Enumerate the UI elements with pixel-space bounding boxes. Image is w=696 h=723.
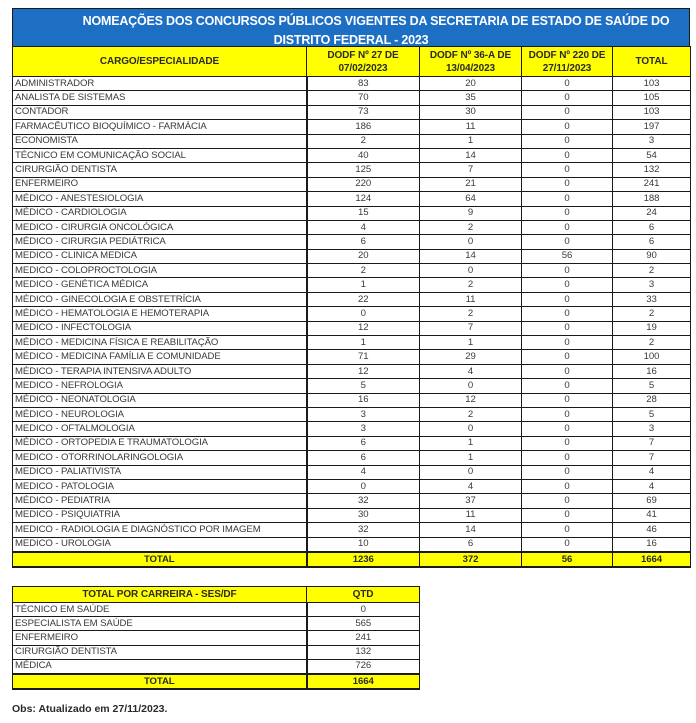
cell-dodf-27: 73 (307, 105, 420, 119)
cell-total: 5 (613, 407, 691, 421)
cell-dodf-27: 220 (307, 177, 420, 191)
cell-dodf-27: 70 (307, 91, 420, 105)
cell-total: 7 (613, 451, 691, 465)
cell-dodf-220: 0 (522, 235, 613, 249)
cell-dodf-36a: 1 (420, 336, 522, 350)
cell-total: 69 (613, 494, 691, 508)
career-row (13, 659, 420, 674)
cell-dodf-27: 5 (307, 379, 420, 393)
cell-dodf-27: 40 (307, 148, 420, 162)
cell-dodf-220: 0 (522, 321, 613, 335)
cell-cargo: MEDICO - RADIOLOGIA E DIAGNÓSTICO POR IMAGEM (13, 523, 307, 537)
cell-dodf-27: 2 (307, 134, 420, 148)
appointments-table-body (13, 77, 691, 552)
career-header-qtd: QTD (307, 587, 420, 603)
table-row (13, 148, 691, 162)
cell-dodf-36a: 2 (420, 278, 522, 292)
cell-total: 6 (613, 235, 691, 249)
cell-cargo: MÉDICO - HEMATOLOGIA E HEMOTERAPIA (13, 307, 307, 321)
cell-total: 2 (613, 307, 691, 321)
cell-dodf-36a: 11 (420, 508, 522, 522)
cell-dodf-36a: 1 (420, 134, 522, 148)
table-row (13, 91, 691, 105)
cell-dodf-220: 0 (522, 537, 613, 552)
cell-total: 105 (613, 91, 691, 105)
cell-cargo: MEDICO - PALIATIVISTA (13, 465, 307, 479)
career-row (13, 617, 420, 631)
cell-cargo: MÉDICO - MEDICINA FAMÍLIA E COMUNIDADE (13, 350, 307, 364)
cell-dodf-27: 0 (307, 307, 420, 321)
total-grand: 1664 (613, 552, 691, 567)
cell-cargo: FARMACÊUTICO BIOQUÍMICO - FARMÁCIA (13, 120, 307, 134)
cell-dodf-220: 0 (522, 77, 613, 91)
cell-dodf-36a: 0 (420, 465, 522, 479)
cell-carreira: ENFERMEIRO (13, 631, 307, 645)
cell-dodf-220: 0 (522, 479, 613, 493)
table-row (13, 350, 691, 364)
table-row (13, 479, 691, 493)
cell-total: 7 (613, 436, 691, 450)
cell-dodf-220: 0 (522, 407, 613, 421)
cell-total: 4 (613, 465, 691, 479)
cell-dodf-36a: 7 (420, 163, 522, 177)
cell-dodf-27: 83 (307, 77, 420, 91)
table-row (13, 120, 691, 134)
cell-cargo: MEDICO - PATOLOGIA (13, 479, 307, 493)
cell-cargo: MEDICO - CLINICA MEDICA (13, 249, 307, 263)
career-total-row (13, 674, 420, 689)
cell-dodf-36a: 20 (420, 77, 522, 91)
career-row (13, 603, 420, 617)
table-row (13, 134, 691, 148)
cell-dodf-36a: 14 (420, 249, 522, 263)
cell-dodf-220: 0 (522, 163, 613, 177)
cell-dodf-27: 3 (307, 407, 420, 421)
career-total-label: TOTAL (13, 674, 307, 689)
cell-cargo: MÉDICO - MEDICINA FÍSICA E REABILITAÇÃO (13, 336, 307, 350)
cell-dodf-36a: 1 (420, 451, 522, 465)
table-row (13, 278, 691, 292)
cell-dodf-27: 71 (307, 350, 420, 364)
table-row (13, 436, 691, 450)
cell-dodf-220: 0 (522, 206, 613, 220)
header-dodf-27: DODF Nº 27 DE 07/02/2023 (307, 47, 420, 77)
cell-dodf-220: 0 (522, 465, 613, 479)
cell-dodf-220: 0 (522, 264, 613, 278)
cell-dodf-220: 0 (522, 336, 613, 350)
cell-dodf-27: 2 (307, 264, 420, 278)
table-row (13, 105, 691, 119)
cell-cargo: ECONOMISTA (13, 134, 307, 148)
cell-total: 19 (613, 321, 691, 335)
table-row (13, 321, 691, 335)
cell-total: 197 (613, 120, 691, 134)
table-row (13, 336, 691, 350)
cell-dodf-36a: 2 (420, 220, 522, 234)
cell-dodf-27: 6 (307, 436, 420, 450)
table-total-row (13, 552, 691, 567)
header-total: TOTAL (613, 47, 691, 77)
cell-dodf-36a: 0 (420, 422, 522, 436)
cell-dodf-36a: 0 (420, 379, 522, 393)
cell-dodf-27: 125 (307, 163, 420, 177)
career-table-container (12, 586, 420, 690)
cell-dodf-27: 32 (307, 494, 420, 508)
table-row (13, 451, 691, 465)
table-row (13, 494, 691, 508)
cell-dodf-36a: 12 (420, 393, 522, 407)
cell-dodf-36a: 1 (420, 436, 522, 450)
cell-total: 54 (613, 148, 691, 162)
cell-dodf-36a: 21 (420, 177, 522, 191)
cell-total: 41 (613, 508, 691, 522)
cell-total: 103 (613, 77, 691, 91)
cell-dodf-220: 0 (522, 451, 613, 465)
cell-dodf-27: 1 (307, 278, 420, 292)
cell-dodf-36a: 2 (420, 307, 522, 321)
cell-cargo: MÉDICO - CIRURGIA PEDIÁTRICA (13, 235, 307, 249)
cell-dodf-36a: 2 (420, 407, 522, 421)
cell-total: 241 (613, 177, 691, 191)
table-row (13, 206, 691, 220)
cell-dodf-27: 1 (307, 336, 420, 350)
cell-total: 3 (613, 278, 691, 292)
cell-total: 33 (613, 292, 691, 306)
cell-dodf-220: 0 (522, 134, 613, 148)
cell-cargo: ENFERMEIRO (13, 177, 307, 191)
table-row (13, 422, 691, 436)
cell-dodf-27: 30 (307, 508, 420, 522)
cell-dodf-36a: 0 (420, 264, 522, 278)
cell-dodf-36a: 11 (420, 120, 522, 134)
cell-dodf-27: 12 (307, 321, 420, 335)
cell-dodf-27: 22 (307, 292, 420, 306)
cell-dodf-36a: 37 (420, 494, 522, 508)
table-row (13, 379, 691, 393)
cell-dodf-27: 4 (307, 465, 420, 479)
table-row (13, 163, 691, 177)
cell-total: 2 (613, 264, 691, 278)
total-dodf-220: 56 (522, 552, 613, 567)
cell-total: 188 (613, 192, 691, 206)
table-row (13, 508, 691, 522)
cell-cargo: MEDICO - PSIQUIATRIA (13, 508, 307, 522)
cell-dodf-36a: 29 (420, 350, 522, 364)
cell-cargo: MEDICO - CIRURGIA ONCOLÓGICA (13, 220, 307, 234)
cell-carreira: MÉDICA (13, 659, 307, 674)
cell-qtd: 0 (307, 603, 420, 617)
cell-total: 2 (613, 336, 691, 350)
cell-cargo: MEDICO - INFECTOLOGIA (13, 321, 307, 335)
table-row (13, 235, 691, 249)
cell-dodf-27: 20 (307, 249, 420, 263)
cell-dodf-220: 0 (522, 148, 613, 162)
cell-cargo: MEDICO - OFTALMOLOGIA (13, 422, 307, 436)
cell-cargo: ADMINISTRADOR (13, 77, 307, 91)
cell-dodf-36a: 14 (420, 148, 522, 162)
table-title (12, 8, 690, 46)
cell-dodf-220: 0 (522, 292, 613, 306)
career-total-qtd: 1664 (307, 674, 420, 689)
cell-dodf-220: 56 (522, 249, 613, 263)
cell-cargo: MEDICO - GENÉTICA MÉDICA (13, 278, 307, 292)
header-cargo: CARGO/ESPECIALIDADE (13, 47, 307, 77)
table-title-line-1: NOMEAÇÕES DOS CONCURSOS PÚBLICOS VIGENTES DA SECRETARIA DE ESTADO DE SAÚDE DO (82, 14, 670, 28)
cell-dodf-27: 6 (307, 235, 420, 249)
cell-cargo: MÉDICO - ORTOPEDIA E TRAUMATOLOGIA (13, 436, 307, 450)
cell-dodf-220: 0 (522, 494, 613, 508)
cell-dodf-220: 0 (522, 105, 613, 119)
cell-total: 28 (613, 393, 691, 407)
career-table-body (13, 603, 420, 674)
cell-total: 90 (613, 249, 691, 263)
table-row (13, 177, 691, 191)
header-dodf-220: DODF Nº 220 DE 27/11/2023 (522, 47, 613, 77)
cell-cargo: MÉDICO - CARDIOLOGIA (13, 206, 307, 220)
cell-cargo: TÉCNICO EM COMUNICAÇÃO SOCIAL (13, 148, 307, 162)
cell-dodf-220: 0 (522, 422, 613, 436)
cell-dodf-27: 6 (307, 451, 420, 465)
cell-dodf-27: 124 (307, 192, 420, 206)
cell-dodf-220: 0 (522, 278, 613, 292)
table-row (13, 537, 691, 552)
table-row (13, 364, 691, 378)
cell-dodf-220: 0 (522, 393, 613, 407)
career-row (13, 645, 420, 659)
cell-dodf-36a: 9 (420, 206, 522, 220)
cell-cargo: MÉDICO - NEONATOLOGIA (13, 393, 307, 407)
cell-qtd: 132 (307, 645, 420, 659)
cell-carreira: CIRURGIÃO DENTISTA (13, 645, 307, 659)
cell-dodf-27: 186 (307, 120, 420, 134)
cell-dodf-27: 32 (307, 523, 420, 537)
cell-dodf-220: 0 (522, 379, 613, 393)
cell-total: 3 (613, 134, 691, 148)
table-row (13, 192, 691, 206)
table-row (13, 249, 691, 263)
career-header-carreira: TOTAL POR CARREIRA - SES/DF (13, 587, 307, 603)
cell-cargo: MÉDICO - PEDIATRIA (13, 494, 307, 508)
cell-dodf-36a: 7 (420, 321, 522, 335)
cell-cargo: CIRURGIÃO DENTISTA (13, 163, 307, 177)
table-header-row (13, 47, 691, 77)
cell-total: 16 (613, 537, 691, 552)
cell-dodf-220: 0 (522, 177, 613, 191)
cell-dodf-36a: 14 (420, 523, 522, 537)
cell-cargo: MEDICO - COLOPROCTOLOGIA (13, 264, 307, 278)
update-note: Obs: Atualizado em 27/11/2023. (12, 703, 168, 715)
cell-dodf-36a: 11 (420, 292, 522, 306)
cell-dodf-27: 15 (307, 206, 420, 220)
cell-dodf-220: 0 (522, 508, 613, 522)
total-dodf-27: 1236 (307, 552, 420, 567)
table-row (13, 77, 691, 91)
cell-total: 24 (613, 206, 691, 220)
cell-dodf-36a: 6 (420, 537, 522, 552)
cell-dodf-220: 0 (522, 120, 613, 134)
cell-dodf-36a: 4 (420, 364, 522, 378)
cell-carreira: TÉCNICO EM SAÚDE (13, 603, 307, 617)
cell-dodf-27: 3 (307, 422, 420, 436)
career-header-row (13, 587, 420, 603)
table-row (13, 292, 691, 306)
cell-total: 100 (613, 350, 691, 364)
appointments-table (12, 46, 691, 568)
header-dodf-36a: DODF Nº 36-A DE 13/04/2023 (420, 47, 522, 77)
table-title-line-2: DISTRITO FEDERAL - 2023 (273, 33, 429, 47)
table-row (13, 523, 691, 537)
cell-cargo: CONTADOR (13, 105, 307, 119)
cell-total: 103 (613, 105, 691, 119)
cell-dodf-220: 0 (522, 192, 613, 206)
cell-dodf-220: 0 (522, 364, 613, 378)
cell-dodf-27: 12 (307, 364, 420, 378)
cell-dodf-36a: 0 (420, 235, 522, 249)
table-row (13, 220, 691, 234)
cell-cargo: MEDICO - UROLOGIA (13, 537, 307, 552)
table-row (13, 264, 691, 278)
cell-cargo: MEDICO - OTORRINOLARINGOLOGIA (13, 451, 307, 465)
cell-dodf-36a: 30 (420, 105, 522, 119)
cell-dodf-220: 0 (522, 307, 613, 321)
cell-dodf-220: 0 (522, 436, 613, 450)
cell-dodf-27: 4 (307, 220, 420, 234)
cell-dodf-220: 0 (522, 350, 613, 364)
cell-dodf-36a: 4 (420, 479, 522, 493)
career-totals-table (12, 586, 420, 690)
total-dodf-36a: 372 (420, 552, 522, 567)
cell-cargo: ANALISTA DE SISTEMAS (13, 91, 307, 105)
cell-cargo: MÉDICO - ANESTESIOLOGIA (13, 192, 307, 206)
cell-cargo: MÉDICO - GINECOLOGIA E OBSTETRÍCIA (13, 292, 307, 306)
cell-total: 132 (613, 163, 691, 177)
cell-dodf-36a: 35 (420, 91, 522, 105)
cell-total: 4 (613, 479, 691, 493)
cell-dodf-220: 0 (522, 523, 613, 537)
career-row (13, 631, 420, 645)
cell-carreira: ESPECIALISTA EM SAÚDE (13, 617, 307, 631)
cell-dodf-27: 10 (307, 537, 420, 552)
cell-total: 6 (613, 220, 691, 234)
cell-cargo: MÉDICO - NEUROLOGIA (13, 407, 307, 421)
cell-cargo: MÉDICO - TERAPIA INTENSIVA ADULTO (13, 364, 307, 378)
cell-qtd: 726 (307, 659, 420, 674)
total-label: TOTAL (13, 552, 307, 567)
cell-dodf-36a: 64 (420, 192, 522, 206)
cell-dodf-27: 0 (307, 479, 420, 493)
appointments-table-container (12, 8, 690, 568)
table-row (13, 407, 691, 421)
cell-cargo: MEDICO - NEFROLOGIA (13, 379, 307, 393)
cell-qtd: 241 (307, 631, 420, 645)
cell-dodf-220: 0 (522, 91, 613, 105)
cell-dodf-220: 0 (522, 220, 613, 234)
table-row (13, 393, 691, 407)
cell-total: 5 (613, 379, 691, 393)
table-row (13, 465, 691, 479)
cell-total: 3 (613, 422, 691, 436)
cell-dodf-27: 16 (307, 393, 420, 407)
cell-qtd: 565 (307, 617, 420, 631)
table-row (13, 307, 691, 321)
cell-total: 16 (613, 364, 691, 378)
cell-total: 46 (613, 523, 691, 537)
